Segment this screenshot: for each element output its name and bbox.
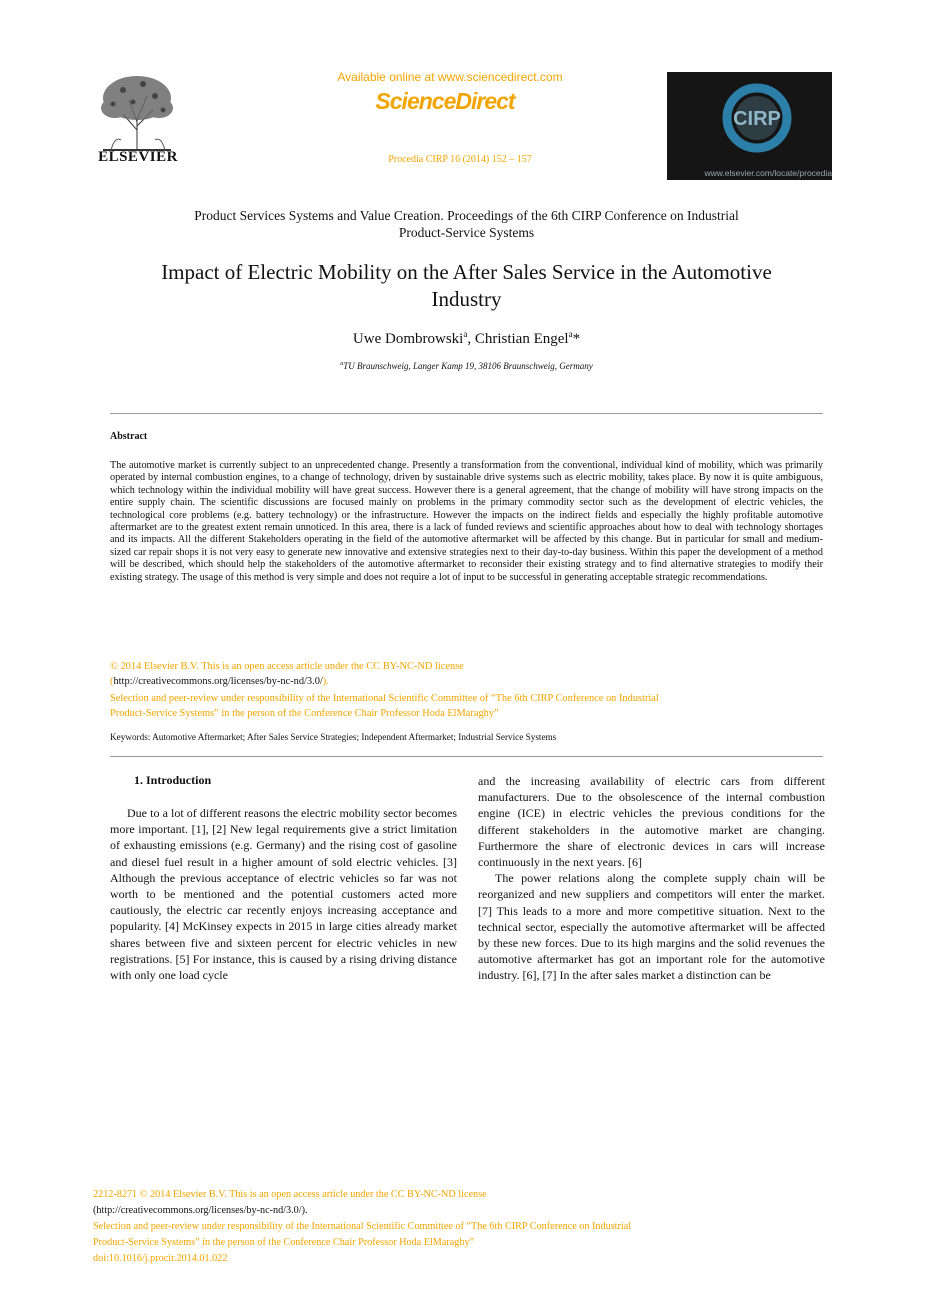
license-line-2 xyxy=(110,676,823,689)
cirp-logo-icon xyxy=(667,72,832,180)
body-paragraph: and the increasing availability of electric cars from different manufacturers. Due to the obsolescence of the internal combustion engine (ICE) in electric vehicles the previous conditions for the different stakeholders in the automotive market are changing. Furthermore the share of electronic devices in cars will increase continuously in the next years. [6] xyxy=(478,774,825,870)
author-affiliation-mark: a xyxy=(568,329,573,339)
license-link[interactable]: http://creativecommons.org/licenses/by-nc-nd/3.0/ xyxy=(113,676,323,687)
abstract-heading: Abstract xyxy=(110,431,148,442)
footer-issn: 2212-8271 © 2014 Elsevier B.V. This is an open access article under the CC BY-NC-ND license xyxy=(93,1189,487,1200)
footer-doi[interactable]: doi:10.1016/j.procir.2014.01.022 xyxy=(93,1253,228,1264)
title-line-2: Industry xyxy=(431,287,502,311)
abstract-text: The automotive market is currently subject to an unprecedented change. Presently a transformation from the conventional, individual kind of mobility, which was primarily operated by internal combustion engines, to a change of technology, driven by sustainable drive systems such as electric mobility, takes place. By now it is quite ambiguous, which technology within the individual mobility will have great success. However there is a general agreement, that the change of mobility will have strong impacts on the entire supply chain. The scientific discussions are focused mainly on problems in the primary commodity sector such as the development of electric vehicles, the technological core problems (e.g. battery technology) or the infrastructure. However the impacts on the indirect fields and especially the highly profitable automotive aftermarket are to the greatest extent remain unnoticed. In this area, there is a lack of funded reviews and scientific approaches about how to deal with technology shortages and its impacts. All the different Stakeholders operating in the field of the automotive aftermarket will be affected by this change. But in particular for small and medium-sized car repair shops it is not very easy to generate new innovative and extensive strategies next to their day-to-day business. Within this paper the development of a method will be described, which should help the stakeholders of the automotive aftermarket to reconsider their existing strategy and to find alternative strategies to modify their existing strategy. The usage of this method is very simple and does not require a lot of input to be successful in generating acceptable strategic recommendations. xyxy=(110,460,823,583)
conference-title xyxy=(110,207,823,241)
cirp-logo-text: CIRP xyxy=(733,108,781,130)
keywords: Keywords: Automotive Aftermarket; After Sales Service Strategies; Independent Aftermarket; Industrial Service Systems xyxy=(110,732,557,742)
title-line-1: Impact of Electric Mobility on the After Sales Service in the Automotive xyxy=(161,260,772,284)
paper-title xyxy=(110,259,823,313)
right-column xyxy=(478,773,825,984)
cirp-logo-panel xyxy=(667,72,832,180)
publisher-name: ELSEVIER xyxy=(98,149,178,165)
author-list xyxy=(110,329,823,348)
section-heading: 1. Introduction xyxy=(134,773,212,787)
license-paren-open: ( xyxy=(110,676,114,687)
body-paragraph: Due to a lot of different reasons the electric mobility sector becomes more important. [1], [2] New legal requirements give a strict limitation of exhausting emissions (e.g. Germany) and the rising cost of gasoline and diesel fuel result in a higher amount of sold electric vehicles. [3] Although the previous acceptance of electric vehicles so far was not worth to be mentioned and the potential customers acted more cautiously, the electric car recently enjoys increasing acceptance and popularity. [4] McKinsey expects in 2015 in large cities already market shares between five and sixteen percent for electric vehicles in new registrations. [5] For instance, this is caused by a rising driving distance with only one load cycle xyxy=(110,806,457,983)
author-separator: , xyxy=(467,331,475,347)
author-name: Christian Engel xyxy=(474,331,569,347)
author-name: Uwe Dombrowski xyxy=(352,331,464,347)
license-paren-close: ). xyxy=(322,676,329,687)
affiliation-mark: a xyxy=(340,361,344,367)
sciencedirect-logo: ScienceDirect xyxy=(375,88,515,114)
license-line-1: © 2014 Elsevier B.V. This is an open access article under the CC BY-NC-ND license xyxy=(110,661,464,672)
divider-top xyxy=(110,413,823,414)
corresponding-author-mark: * xyxy=(572,331,581,347)
body-paragraph: The power relations along the complete supply chain will be reorganized and new suppliers and competitors will enter the market. [7] This leads to a more and more competitive situation. Next to the technical sector, especially the automotive aftermarket will be affected by these new forces. Due to its high margins and the solid revenues the automotive aftermarket has got an important role for the automotive industry. [6], [7] In the after sales market a distinction can be xyxy=(478,871,825,983)
journal-reference: Procedia CIRP 16 (2014) 152 – 157 xyxy=(388,154,532,165)
available-online-link[interactable]: Available online at www.sciencedirect.com xyxy=(337,70,563,84)
affiliation xyxy=(110,361,823,371)
conference-line-2: Product-Service Systems xyxy=(398,225,535,240)
footer-review-1: Selection and peer-review under responsibility of the International Scientific Committee of “The 6th CIRP Conference on Industrial xyxy=(93,1221,632,1232)
footer-license-link[interactable]: (http://creativecommons.org/licenses/by-nc-nd/3.0/). xyxy=(93,1205,308,1216)
divider-bottom xyxy=(110,756,823,757)
elsevier-tree-logo-icon xyxy=(93,70,181,152)
author-affiliation-mark: a xyxy=(463,329,468,339)
review-line-1: Selection and peer-review under responsibility of the International Scientific Committee of “The 6th CIRP Conference on Industrial xyxy=(110,693,659,704)
left-column xyxy=(110,805,457,983)
review-line-2: Product-Service Systems” in the person of the Conference Chair Professor Hoda ElMaraghy” xyxy=(110,708,499,719)
procedia-url[interactable]: www.elsevier.com/locate/procedia xyxy=(704,168,832,178)
affiliation-text: TU Braunschweig, Langer Kamp 19, 38106 Braunschweig, Germany xyxy=(343,361,593,371)
conference-line-1: Product Services Systems and Value Creation. Proceedings of the 6th CIRP Conference on Industrial xyxy=(194,208,739,223)
footer-review-2: Product-Service Systems” in the person of the Conference Chair Professor Hoda ElMaraghy” xyxy=(93,1237,475,1248)
